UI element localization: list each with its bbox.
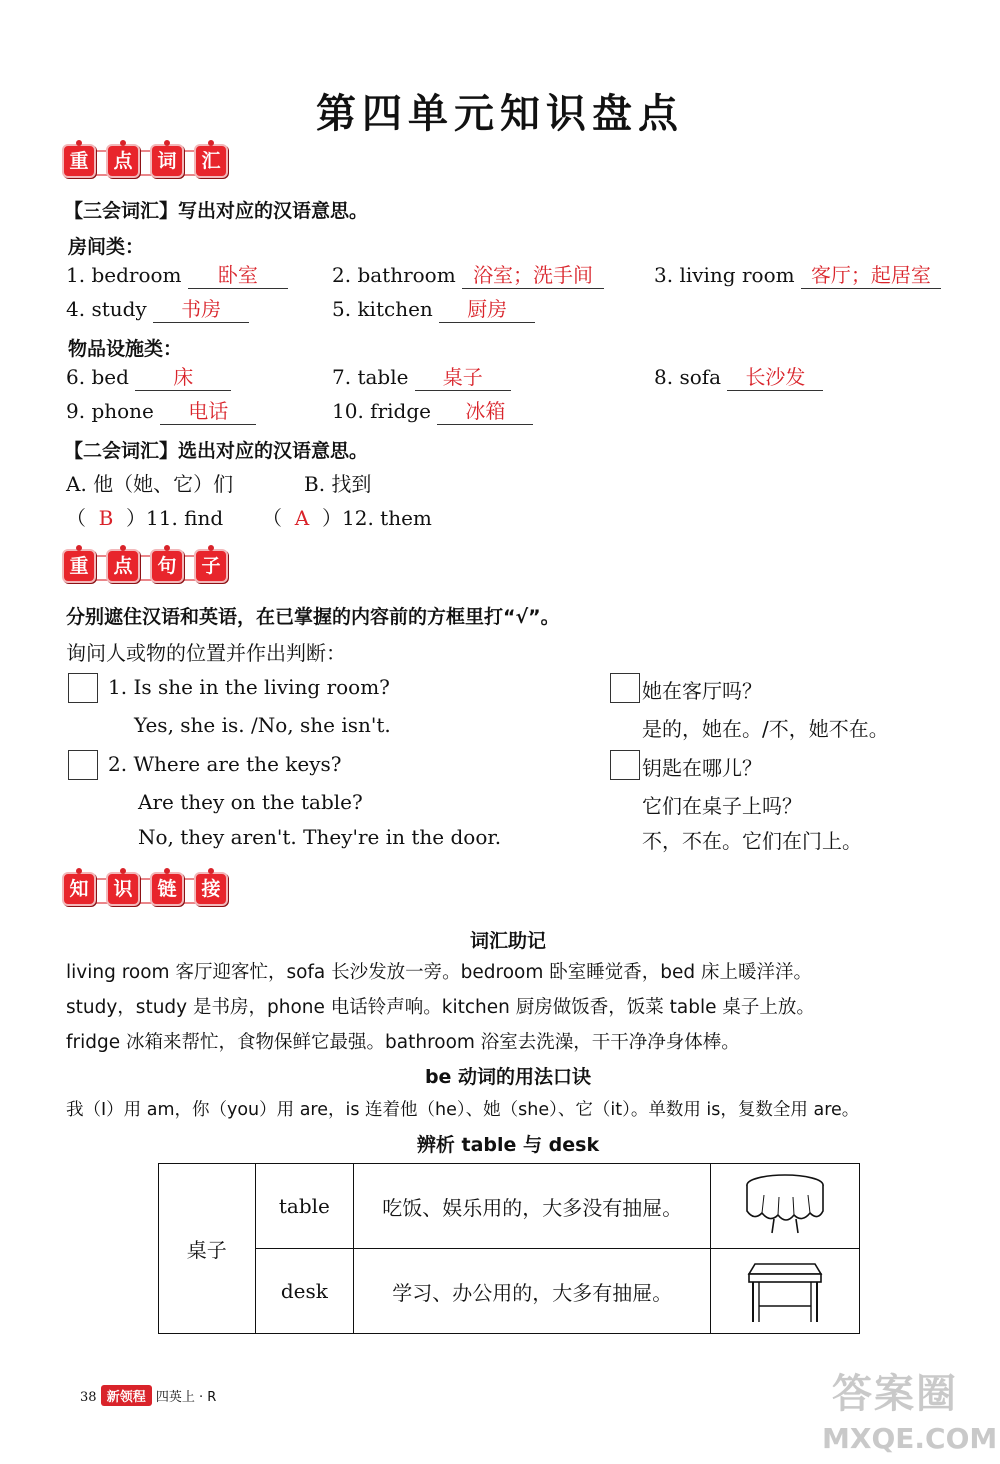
option-a: A. 他（她、它）们 bbox=[66, 472, 234, 496]
vocab-item bbox=[332, 398, 533, 425]
q2-zh-line2: 它们在桌子上吗？ bbox=[642, 794, 802, 818]
choice-answer: B bbox=[98, 506, 114, 530]
badge-char: 子 bbox=[201, 555, 221, 577]
vocab-answer: 书房 bbox=[153, 296, 249, 323]
heading-table-desk: 辨析 table 与 desk bbox=[416, 1134, 600, 1156]
sentences-instruction: 分别遮住汉语和英语，在已掌握的内容前的方框里打“√”。 bbox=[66, 606, 560, 628]
vocab-instruction-1: 【三会词汇】写出对应的汉语意思。 bbox=[64, 200, 369, 222]
checkbox-q1-en[interactable] bbox=[68, 673, 98, 703]
watermark-bottom: MXQE.COM bbox=[822, 1422, 998, 1455]
checkbox-q2-zh[interactable] bbox=[610, 750, 640, 780]
badge-char: 句 bbox=[157, 555, 177, 577]
brand-logo: 新领程 bbox=[101, 1385, 152, 1406]
vocab-prompt: 2. bathroom bbox=[332, 263, 456, 287]
vocab-item bbox=[332, 364, 511, 391]
vocab-item bbox=[654, 262, 941, 289]
vocab-prompt: 10. fridge bbox=[332, 399, 431, 423]
q1-en: 1. Is she in the living room? bbox=[108, 675, 390, 699]
vocab-prompt: 8. sofa bbox=[654, 365, 722, 389]
mnemonic-line: living room 客厅迎客忙，sofa 长沙发放一旁。bedroom 卧室睡觉香，bed 床上暖洋洋。 bbox=[66, 962, 813, 983]
section-badge-link bbox=[62, 868, 230, 908]
vocab-item bbox=[654, 364, 823, 391]
series-label: 四英上 · R bbox=[155, 1390, 217, 1405]
badge-char: 重 bbox=[69, 150, 89, 172]
table-row bbox=[159, 1249, 860, 1334]
table-word: table bbox=[255, 1164, 354, 1249]
q2-en-line2: Are they on the table? bbox=[138, 790, 363, 814]
choice-word: 12. them bbox=[342, 506, 432, 530]
choice-answer: A bbox=[294, 506, 310, 530]
comparison-table bbox=[158, 1163, 860, 1334]
vocab-item bbox=[332, 262, 604, 289]
footer bbox=[80, 1385, 216, 1406]
q2-zh-line3: 不，不在。它们在门上。 bbox=[642, 829, 862, 853]
category-items: 物品设施类： bbox=[68, 338, 183, 360]
checkbox-q2-en[interactable] bbox=[68, 750, 98, 780]
vocab-instruction-2: 【二会词汇】选出对应的汉语意思。 bbox=[64, 440, 369, 462]
row-header: 桌子 bbox=[159, 1164, 256, 1334]
page-title: 第四单元知识盘点 bbox=[316, 90, 684, 137]
heading-mnemonic: 词汇助记 bbox=[469, 930, 546, 952]
section-badge-vocab bbox=[62, 140, 230, 180]
badge-char: 知 bbox=[69, 878, 89, 900]
mnemonic-line: fridge 冰箱来帮忙，食物保鲜它最强。bathroom 浴室去洗澡，干干净净身体棒。 bbox=[66, 1032, 740, 1053]
vocab-prompt: 7. table bbox=[332, 365, 409, 389]
vocab-item bbox=[66, 398, 256, 425]
checkbox-q1-zh[interactable] bbox=[610, 673, 640, 703]
page-number: 38 bbox=[80, 1390, 97, 1405]
section-badge-sentences bbox=[62, 545, 230, 585]
vocab-item bbox=[66, 296, 249, 323]
vocab-answer: 长沙发 bbox=[727, 364, 823, 391]
table-row bbox=[159, 1164, 860, 1249]
badge-char: 词 bbox=[157, 150, 177, 172]
sentences-subtitle: 询问人或物的位置并作出判断： bbox=[66, 641, 346, 665]
heading-be-verb: be 动词的用法口诀 bbox=[424, 1066, 592, 1088]
round-table-icon bbox=[711, 1164, 860, 1249]
choice-word: 11. find bbox=[146, 506, 224, 530]
vocab-answer: 桌子 bbox=[415, 364, 511, 391]
choice-item: （ A ）12. them bbox=[262, 506, 432, 530]
badge-char: 接 bbox=[201, 878, 221, 900]
vocab-prompt: 1. bedroom bbox=[66, 263, 182, 287]
badge-char: 汇 bbox=[201, 150, 221, 172]
vocab-item bbox=[332, 296, 535, 323]
vocab-answer: 客厅；起居室 bbox=[801, 262, 941, 289]
category-rooms: 房间类： bbox=[68, 236, 145, 258]
q2-zh: 钥匙在哪儿？ bbox=[642, 756, 762, 780]
q1-en-answer: Yes, she is. /No, she isn't. bbox=[134, 713, 391, 737]
vocab-answer: 厨房 bbox=[439, 296, 535, 323]
desk-icon bbox=[711, 1249, 860, 1334]
table-desc: 吃饭、娱乐用的，大多没有抽屉。 bbox=[354, 1164, 711, 1249]
q2-en-line3: No, they aren't. They're in the door. bbox=[138, 825, 502, 849]
vocab-answer: 床 bbox=[135, 364, 231, 391]
badge-char: 点 bbox=[113, 150, 133, 172]
q1-zh: 她在客厅吗？ bbox=[642, 679, 762, 703]
vocab-answer: 电话 bbox=[160, 398, 256, 425]
vocab-answer: 冰箱 bbox=[437, 398, 533, 425]
vocab-answer: 卧室 bbox=[188, 262, 288, 289]
vocab-prompt: 5. kitchen bbox=[332, 297, 433, 321]
watermark-top: 答案圈 bbox=[832, 1371, 958, 1417]
table-desc: 学习、办公用的，大多有抽屉。 bbox=[354, 1249, 711, 1334]
mnemonic-line: study，study 是书房，phone 电话铃声响。kitchen 厨房做饭香，饭菜 table 桌子上放。 bbox=[66, 997, 815, 1018]
vocab-answer: 浴室；洗手间 bbox=[462, 262, 604, 289]
option-b: B. 找到 bbox=[304, 472, 372, 496]
vocab-prompt: 3. living room bbox=[654, 263, 795, 287]
q1-zh-answer: 是的，她在。/不，她不在。 bbox=[642, 717, 889, 741]
table-word: desk bbox=[255, 1249, 354, 1334]
vocab-prompt: 4. study bbox=[66, 297, 147, 321]
badge-char: 链 bbox=[157, 878, 177, 900]
vocab-item bbox=[66, 262, 288, 289]
badge-char: 点 bbox=[113, 555, 133, 577]
badge-char: 识 bbox=[113, 878, 133, 900]
q2-en: 2. Where are the keys? bbox=[108, 752, 342, 776]
choice-item: （ B ）11. find bbox=[66, 506, 224, 530]
be-verb-rhyme: 我（I）用 am，你（you）用 are，is 连着他（he）、她（she）、它（it）。单数用 is，复数全用 are。 bbox=[66, 1100, 860, 1120]
vocab-prompt: 6. bed bbox=[66, 365, 129, 389]
vocab-prompt: 9. phone bbox=[66, 399, 154, 423]
vocab-item bbox=[66, 364, 231, 391]
badge-char: 重 bbox=[69, 555, 89, 577]
